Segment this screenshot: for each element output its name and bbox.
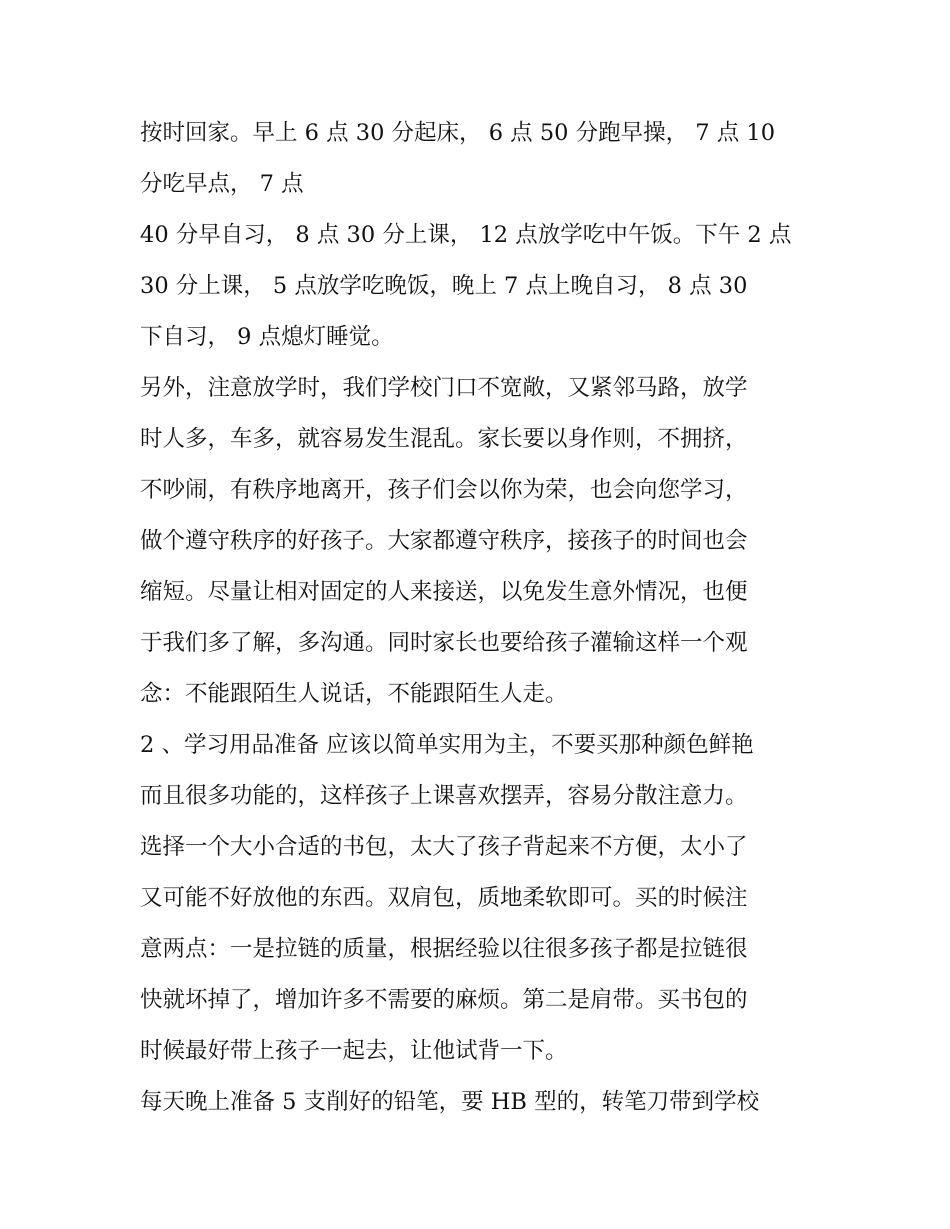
text-line-20: 每天晚上准备 5 支削好的铅笔，要 HB 型的，转笔刀带到学校 — [140, 1089, 760, 1115]
document-body — [140, 108, 820, 1128]
text-line-10: 缩短。尽量让相对固定的人来接送，以免发生意外情况，也便 — [140, 579, 748, 605]
text-line-16: 又可能不好放他的东西。双肩包，质地柔软即可。买的时候注 — [140, 885, 748, 911]
text-line-8: 不吵闹，有秩序地离开，孩子们会以你为荣，也会向您学习， — [140, 477, 748, 503]
text-line-9: 做个遵守秩序的好孩子。大家都遵守秩序，接孩子的时间也会 — [140, 528, 748, 554]
text-line-11: 于我们多了解，多沟通。同时家长也要给孩子灌输这样一个观 — [140, 630, 748, 656]
text-line-18: 快就坏掉了，增加许多不需要的麻烦。第二是肩带。买书包的 — [140, 987, 748, 1013]
text-line-14: 而且很多功能的，这样孩子上课喜欢摆弄，容易分散注意力。 — [140, 783, 748, 809]
text-line-15: 选择一个大小合适的书包，太大了孩子背起来不方便，太小了 — [140, 834, 748, 860]
text-line-12: 念：不能跟陌生人说话，不能跟陌生人走。 — [140, 681, 568, 707]
text-line-7: 时人多，车多，就容易发生混乱。家长要以身作则，不拥挤， — [140, 426, 748, 452]
text-line-3: 40 分早自习， 8 点 30 分上课， 12 点放学吃中午饭。下午 2 点 — [140, 222, 792, 248]
text-line-19: 时候最好带上孩子一起去，让他试背一下。 — [140, 1038, 568, 1064]
text-line-17: 意两点：一是拉链的质量，根据经验以往很多孩子都是拉链很 — [140, 936, 748, 962]
text-line-5: 下自习， 9 点熄灯睡觉。 — [140, 324, 394, 350]
text-line-2: 分吃早点， 7 点 — [140, 171, 304, 197]
text-line-13: 2 、学习用品准备 应该以简单实用为主，不要买那种颜色鲜艳 — [140, 732, 754, 758]
text-line-4: 30 分上课， 5 点放学吃晚饭，晚上 7 点上晚自习， 8 点 30 — [140, 273, 748, 299]
text-line-1: 按时回家。早上 6 点 30 分起床， 6 点 50 分跑早操， 7 点 10 — [140, 120, 776, 146]
text-line-6: 另外，注意放学时，我们学校门口不宽敞，又紧邻马路，放学 — [140, 375, 748, 401]
